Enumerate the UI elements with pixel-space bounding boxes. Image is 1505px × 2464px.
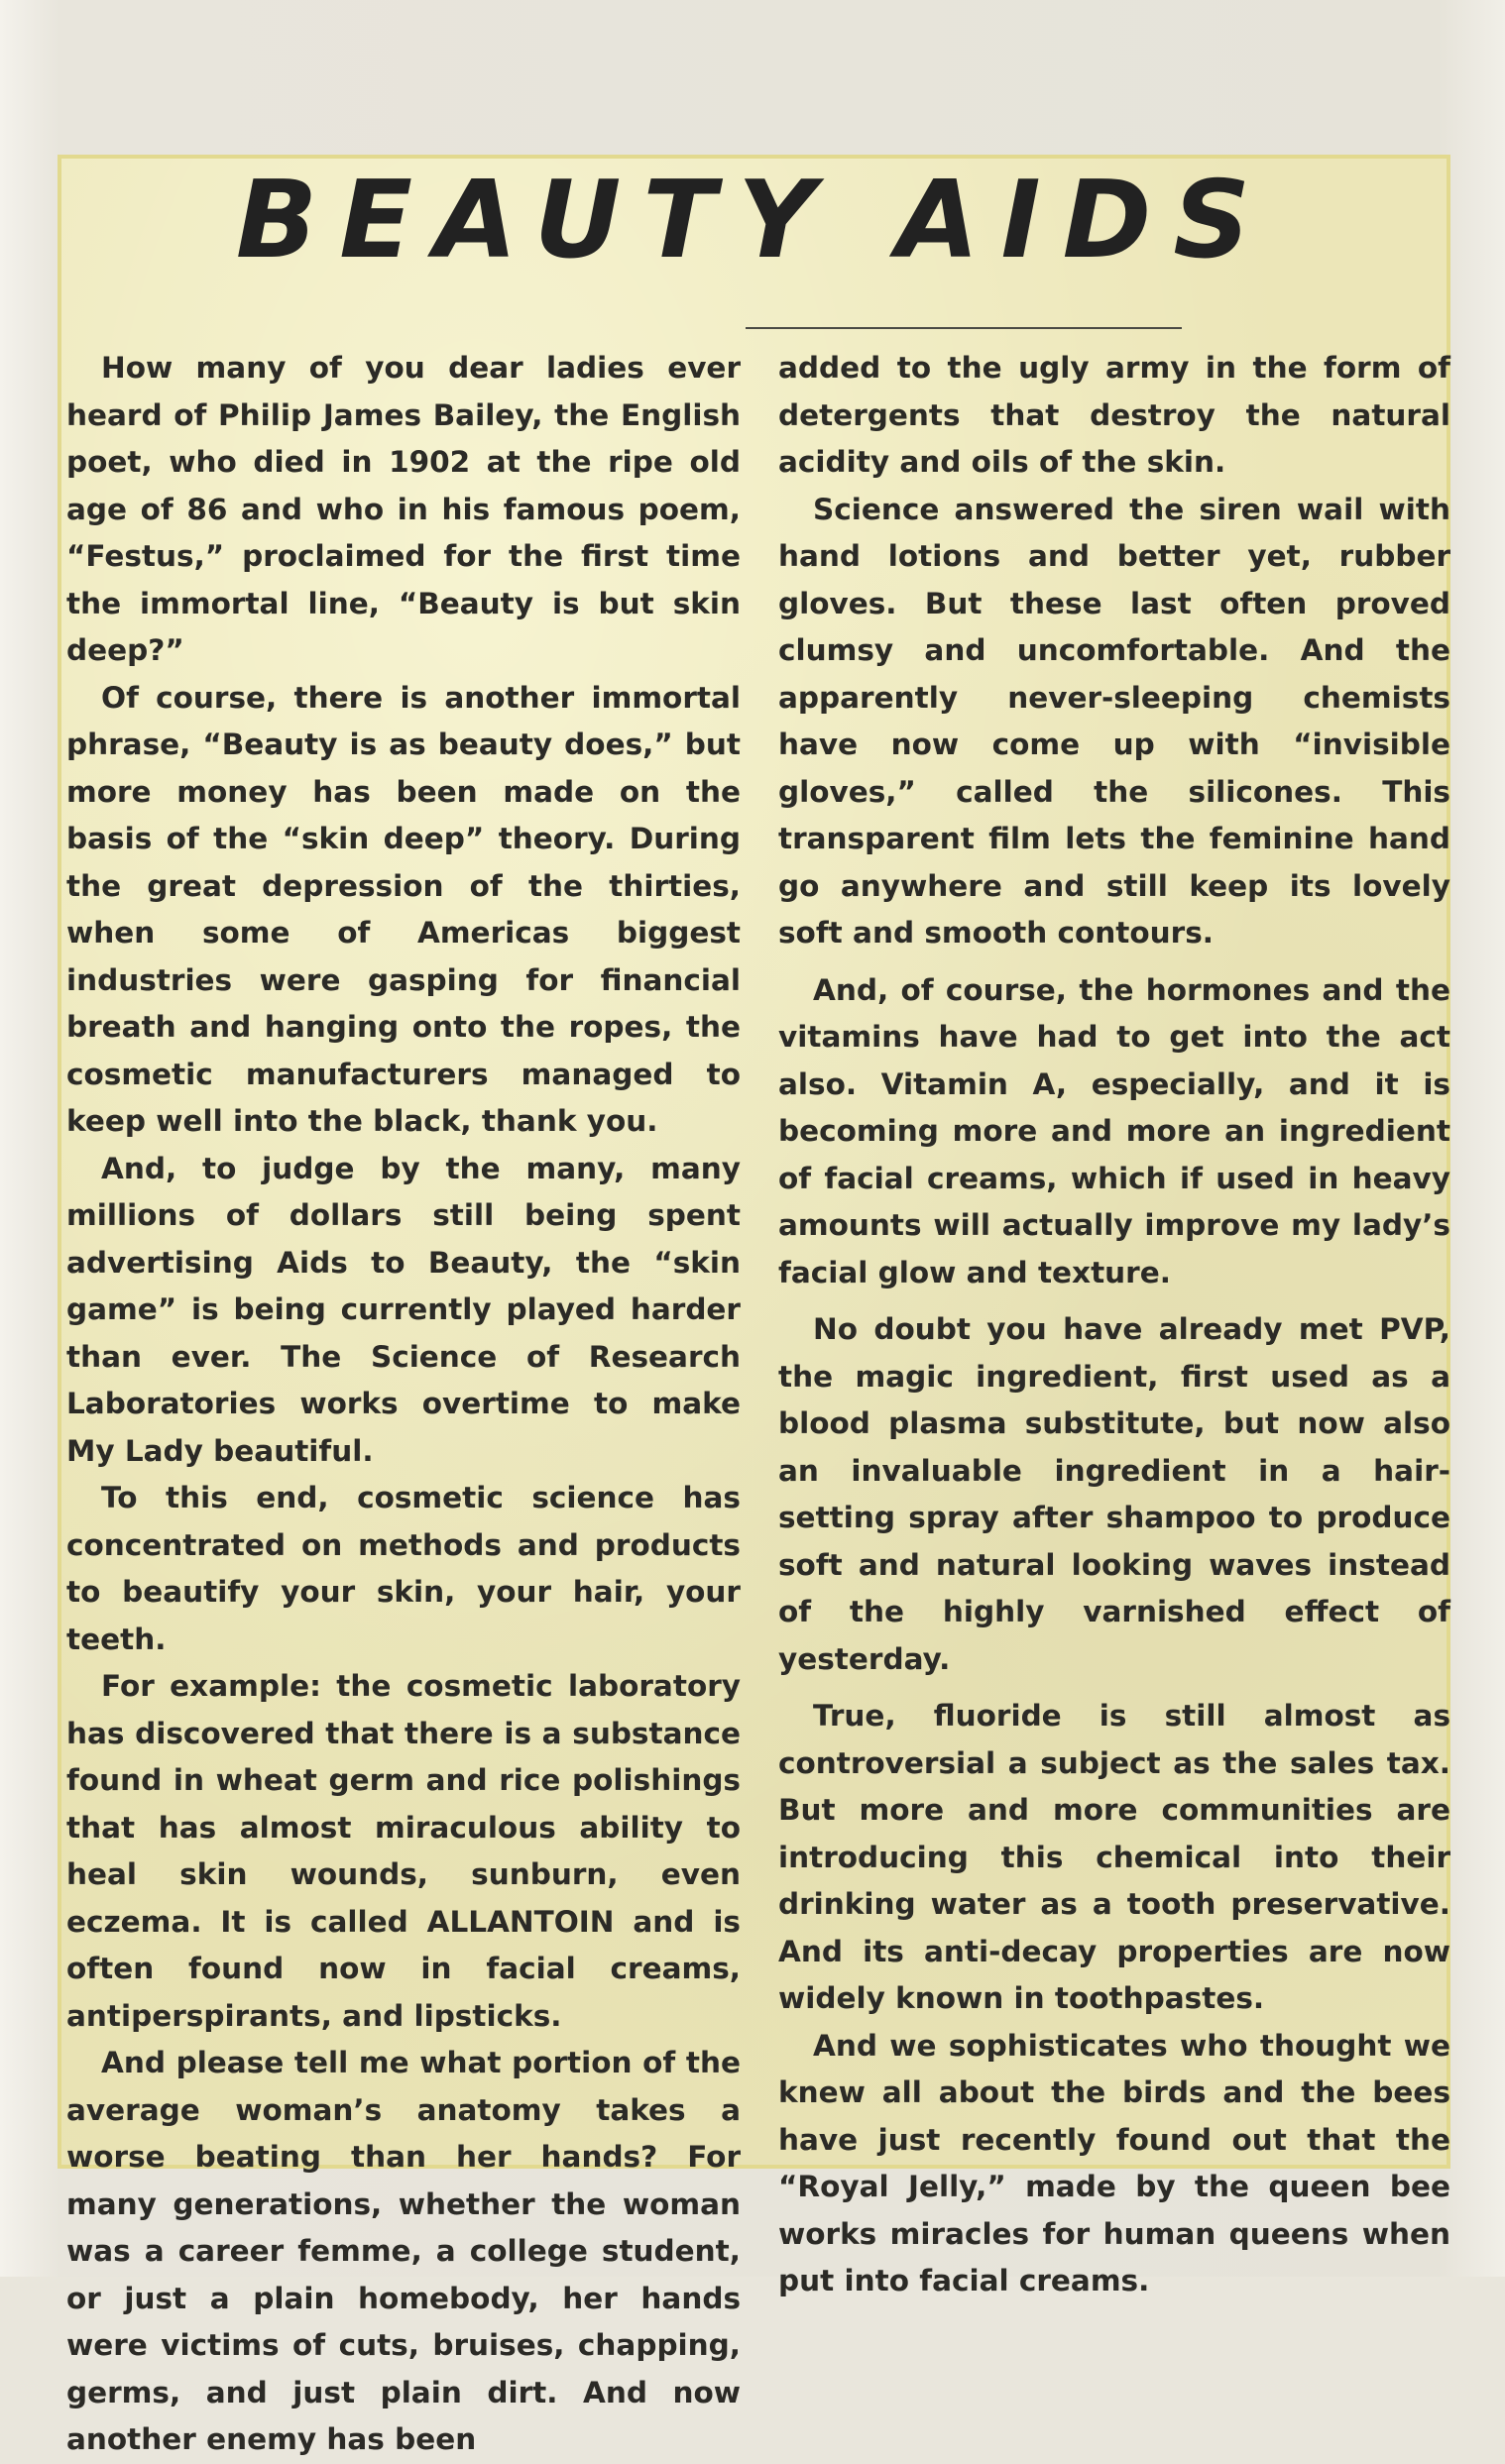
paragraph: added to the ugly army in the form of detergents that destroy the natural acidity and oils of the skin. bbox=[778, 351, 1450, 479]
paragraph: And, of course, the hormones and the vitamins have had to get into the act also. Vitamin A, especially, and it is becoming more and more an ingredient of facial creams, which if used in heavy amounts will actually improve my lady’s facial glow and texture. bbox=[778, 972, 1450, 1289]
paragraph: And, to judge by the many, many millions of dollars still being spent advertising Aids to Beauty, the “skin game” is being currently played harder than ever. The Science of Research Laboratories works overtime to make My Lady beautiful. bbox=[66, 1151, 741, 1468]
paragraph: Science answered the siren wail with hand lotions and better yet, rubber gloves. But these last often proved clumsy and uncomfortable. And the apparently never-sleeping chemists have now come up with “invisible gloves,” called the silicones. This transparent film lets the feminine hand go anywhere and still keep its lovely soft and smooth contours. bbox=[778, 492, 1450, 950]
paragraph: Of course, there is another immortal phrase, “Beauty is as beauty does,” but more money has been made on the basis of the “skin deep” theory. During the great depression of the thirties, when some of Americas biggest industries were gasping for financial breath and hanging onto the ropes, the cosmetic manufacturers managed to keep well into the black, thank you. bbox=[66, 680, 741, 1138]
paragraph: To this end, cosmetic science has concentrated on methods and products to beautify your skin, your hair, your teeth. bbox=[66, 1481, 741, 1656]
paragraph: For example: the cosmetic laboratory has discovered that there is a substance found in wheat germ and rice polishings that has almost miraculous ability to heal skin wounds, sunburn, even eczema. It is called ALLANTOIN and is often found now in facial creams, antiperspirants, and lipsticks. bbox=[66, 1669, 741, 2033]
paragraph: And we sophisticates who thought we knew all about the birds and the bees have just recently found out that the “Royal Jelly,” made by the queen bee works miracles for human queens when put into facial creams. bbox=[778, 2028, 1450, 2297]
paragraph: True, fluoride is still almost as controversial a subject as the sales tax. But more and more communities are introducing this chemical into their drinking water as a tooth preservative. And its anti-decay properties are now widely known in toothpastes. bbox=[778, 1699, 1450, 2015]
article-panel bbox=[58, 155, 1450, 2456]
title-divider bbox=[746, 327, 1182, 329]
paragraph: And please tell me what portion of the average woman’s anatomy takes a worse beating than her hands? For many generations, whether the woman was a career femme, a college student, or just a plain homebody, her hands were victims of cuts, bruises, chapping, germs, and just plain dirt. And now another enemy has been bbox=[66, 2046, 741, 2456]
paragraph: How many of you dear ladies ever heard of Philip James Bailey, the English poet, who died in 1902 at the ripe old age of 86 and who in his famous poem, “Festus,” proclaimed for the first time the immortal line, “Beauty is but skin deep?” bbox=[66, 351, 741, 667]
left-column bbox=[66, 345, 741, 2464]
article-title: BEAUTY AIDS bbox=[235, 159, 1273, 282]
paragraph: No doubt you have already met PVP, the magic ingredient, first used as a blood plasma substitute, but now also an invaluable ingredient in a hair-setting spray after shampoo to produce soft and natural looking waves instead of the highly varnished effect of yesterday. bbox=[778, 1312, 1450, 1676]
right-column bbox=[778, 345, 1450, 2305]
